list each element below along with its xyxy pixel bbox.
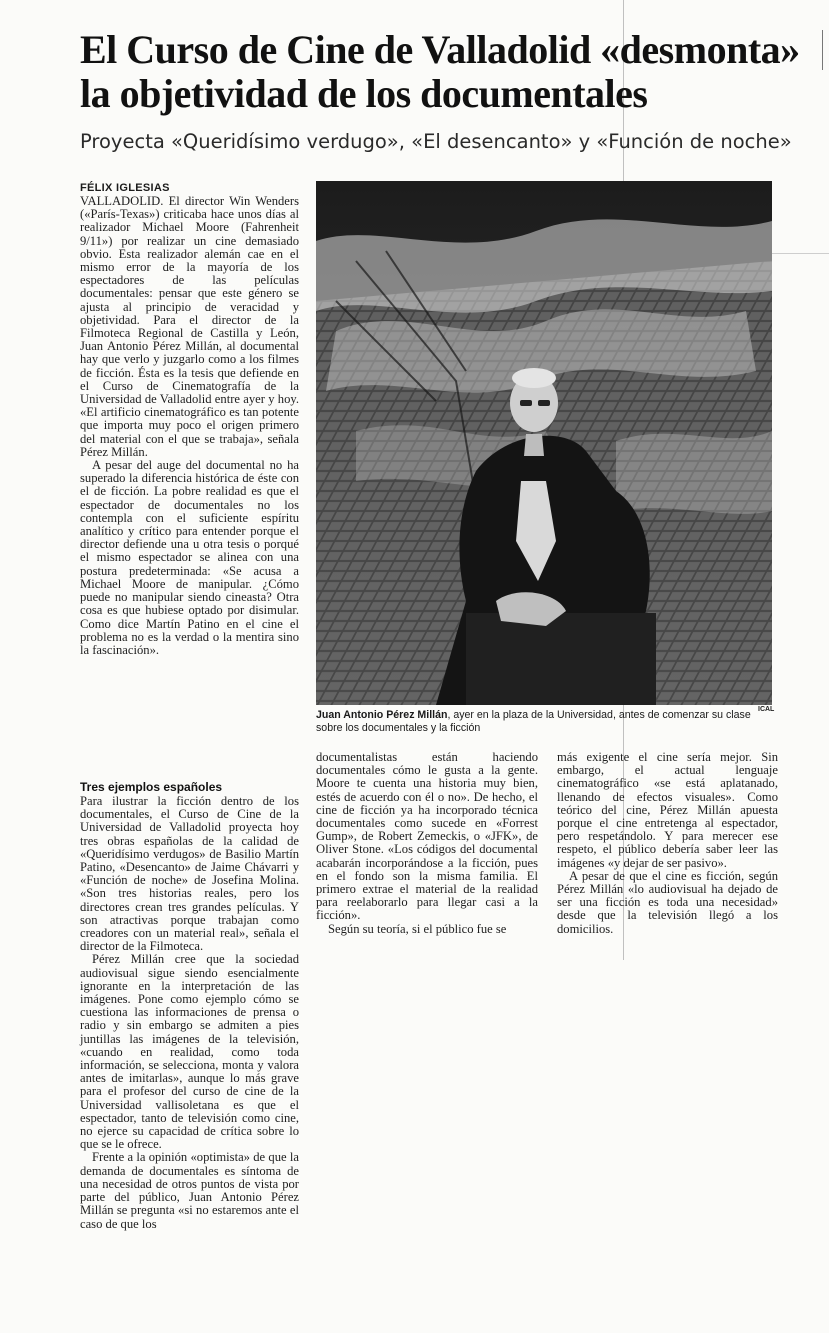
paragraph: Frente a la opinión «optimista» de que la demanda de documentales es síntoma de una necesidad de otros puntos de vista por parte del público, Juan Antonio Pérez Millán se pregunta «si no estaremos ante el caso de que los (80, 1150, 299, 1231)
subheadline: Proyecta «Queridísimo verdugo», «El desencanto» y «Función de noche» (80, 130, 792, 153)
paragraph: documentalistas están haciendo documentales cómo le gusta a la gente. Moore te cuenta una historia muy bien, estés de acuerdo con él o no». De hecho, el cine de ficción ya ha incorporado técnica documentales como sucede en «Forrest Gump», de Robert Zemeckis, o «JFK», de Oliver Stone. «Los códigos del documental acabarán incorporándose a la ficción, pues en el fondo son la misma familia. El primero extrae el material de la realidad para reelaborarlo para llegar casi a la ficción». (316, 750, 538, 923)
photo-caption (316, 709, 756, 734)
paragraph: Pérez Millán cree que la sociedad audiovisual sigue siendo esencialmente ignorante en la interpretación de las imágenes. Pone como ejemplo cómo se cuestiona las informaciones de prensa o radio y sin embargo se admiten a pies juntillas las imágenes de la televisión, «cuando en realidad, como toda información, se selecciona, monta y valora antes de imitarlas», aunque lo más grave para el profesor del curso de cine de la Universidad vallisoletana es que el espectador, tanto de televisión como cine, no ejerce su capacidad de crítica sobre lo que se le ofrece. (80, 952, 299, 1152)
section-subtitle: Tres ejemplos españoles (80, 780, 223, 794)
margin-rule (822, 30, 823, 70)
article-column-1-bottom (80, 780, 299, 1231)
caption-name: Juan Antonio Pérez Millán (316, 709, 448, 721)
paragraph: A pesar de que el cine es ficción, según Pérez Millán «lo audiovisual ha dejado de ser una ficción es toda una necesidad» desde que la televisión llegó a los domicilios. (557, 868, 778, 936)
photo-credit: ICAL (758, 706, 775, 713)
caption-text: , ayer en la plaza de la Universidad, antes de comenzar su clase sobre los documentales y la ficción (316, 709, 751, 734)
article-column-3 (557, 751, 778, 936)
article-column-2 (316, 751, 538, 936)
headline: El Curso de Cine de Valladolid «desmonta» la objetividad de los documentales (80, 27, 800, 116)
paragraph: VALLADOLID. El director Win Wenders («París-Texas») criticaba hace unos días al realizador Michael Moore (Fahrenheit 9/11») por realizar un cine demasiado obvio. Esta realizador alemán cae en el mismo error de la mayoría de los espectadores de las películas documentales: pensar que este género se ajusta al principio de veracidad y objetividad. Para el director de la Filmoteca Regional de Castilla y León, Juan Antonio Pérez Millán, al documental hay que verlo y juzgarlo como a los filmes de ficción. Ésta es la tesis que defiende en el Curso de Cinematografía de la Universidad de Valladolid entre ayer y hoy. «El artificio cinematográfico es tan potente que importa muy poco el origen primero del material con el que se trabaja», señala Pérez Millán. (80, 194, 299, 459)
paragraph: Según su teoría, si el público fue se (328, 921, 507, 936)
paragraph: Para ilustrar la ficción dentro de los documentales, el Curso de Cine de la Universidad de Valladolid proyecta hoy tres obras españolas de la calidad de «Queridísimo verdugos» de Basilio Martín Patino, «Desencanto» de Jaime Chávarri y «Función de noche» de Josefina Molina. «Son tres historias reales, pero los directores crean tres grandes películas. Y son atractivas porque trabajan como creadores con un material real», señala el director de la Filmoteca. (80, 794, 299, 954)
paragraph: más exigente el cine sería mejor. Sin embargo, el actual lenguaje cinematográfico «se está aplatanado, llenando de efectos visuales». Como teórico del cine, Pérez Millán apuesta porque el cine entretenga al espectador, pero respetándolo. Y para merecer ese respeto, el público debería saber leer las imágenes «y dejar de ser pasivo». (557, 750, 778, 870)
byline: FÉLIX IGLESIAS (80, 182, 170, 194)
article-column-1-top (80, 195, 299, 657)
article-photo (316, 181, 772, 705)
paragraph: A pesar del auge del documental no ha superado la diferencia histórica de éste con el de ficción. La pobre realidad es que el espectador de documentales no los contempla con el suficiente espíritu analítico y crítico para entender porque el director defiende una u otra tesis o porqué el mismo espectador se alinea con una postura predeterminada: «Se acusa a Michael Moore de manipular. ¿Cómo puede no manipular siendo cineasta? Otra cosa es que hubiese optado por disimular. Como dice Martín Patino en el cine el problema no es la verdad o la mentira sino la fascinación». (80, 458, 299, 657)
